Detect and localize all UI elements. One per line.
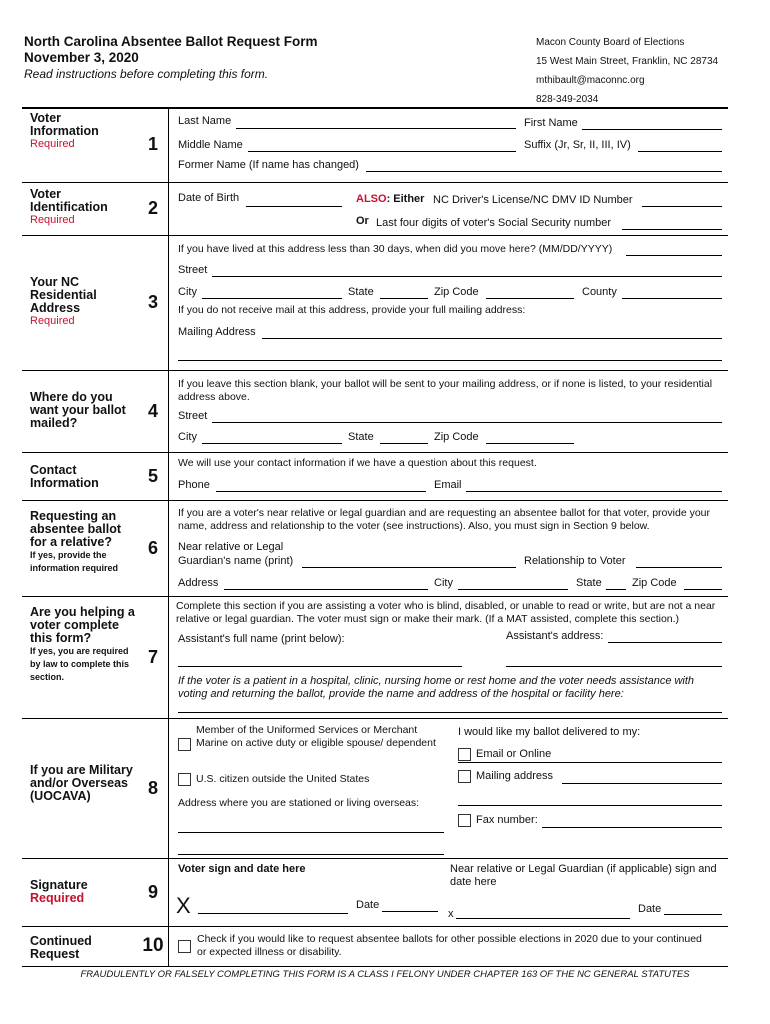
section-4-number: 4 [147, 401, 158, 421]
dob-field[interactable] [246, 206, 342, 207]
relative-date-field[interactable] [664, 914, 722, 915]
voter-sign-label: Voter sign and date here [178, 863, 306, 875]
mailing-address-checkbox[interactable] [458, 770, 471, 783]
section-7-number: 7 [147, 647, 158, 667]
ballot-street-field[interactable] [212, 422, 722, 423]
voter-date-field[interactable] [382, 911, 438, 912]
relative-signature-field[interactable] [456, 918, 630, 919]
required-marker: Required [30, 214, 75, 226]
ballot-zip-label: Zip Code [434, 431, 479, 443]
relative-city-field[interactable] [458, 589, 568, 590]
ballot-mail-note: If you leave this section blank, your ballot will be sent to your mailing address, or if none is listed, to your residential address above. [178, 378, 713, 403]
section-divider [22, 235, 728, 236]
section-8-number: 8 [147, 778, 158, 798]
stationed-address-line2[interactable] [178, 854, 444, 855]
assistant-name-field[interactable] [178, 666, 462, 667]
section-1-label: Voter Information Required [30, 112, 130, 151]
section-2-number: 2 [147, 198, 158, 218]
ballot-state-label: State [348, 431, 374, 443]
voter-date-label: Date [356, 899, 380, 911]
email-online-checkbox[interactable] [458, 748, 471, 761]
ballot-city-field[interactable] [202, 443, 342, 444]
also-either-text [356, 193, 424, 205]
relationship-field[interactable] [636, 567, 722, 568]
required-marker: Required [30, 315, 75, 327]
section-divider [22, 858, 728, 859]
signature-x-mark: X [176, 893, 191, 918]
section-divider [22, 926, 728, 927]
phone-field[interactable] [216, 491, 426, 492]
section-3-label: Your NC Residential Address Required [30, 276, 130, 328]
section-10-number: 10 [142, 935, 164, 956]
form-title: North Carolina Absentee Ballot Request Form [24, 34, 318, 49]
section-5-number: 5 [147, 466, 158, 486]
section-9-label: Signature Required [30, 879, 130, 905]
voter-signature-field[interactable] [198, 913, 348, 914]
license-field[interactable] [642, 206, 722, 207]
zip-field[interactable] [486, 298, 574, 299]
first-name-field[interactable] [582, 129, 722, 130]
also-marker: ALSO [356, 193, 387, 205]
relationship-label: Relationship to Voter [524, 555, 626, 567]
section-3-number: 3 [147, 292, 158, 312]
ssn-label: Last four digits of voter's Social Security number [376, 217, 612, 229]
ballot-zip-field[interactable] [486, 443, 574, 444]
column-divider [168, 108, 169, 966]
mailing-address-line2[interactable] [178, 360, 722, 361]
section-7-label: Are you helping a voter complete this form? If yes, you are required by law to complete this section. [30, 606, 138, 684]
last-name-field[interactable] [236, 128, 516, 129]
section-7-subnote: If yes, you are required by law to complete this section. [30, 646, 130, 682]
email-field[interactable] [466, 491, 722, 492]
election-date: November 3, 2020 [24, 50, 139, 65]
email-label: Email [434, 479, 462, 491]
street-field[interactable] [212, 276, 722, 277]
ballot-street-label: Street [178, 410, 208, 422]
mailing-address-field[interactable] [262, 338, 722, 339]
board-name: Macon County Board of Elections [536, 37, 685, 48]
section-6-number: 6 [147, 538, 158, 558]
former-name-label: Former Name (If name has changed) [178, 159, 359, 171]
email-online-label: Email or Online [476, 748, 552, 760]
assistant-note: Complete this section if you are assisting a voter who is blind, disabled, or unable to read or write, but are not a near relative or legal guardian. The voter must sign or make their mark. (If a MAT assisted, complete this section.) [176, 600, 716, 625]
relative-city-label: City [434, 577, 453, 589]
section-9-number: 9 [147, 882, 158, 902]
section-divider [22, 182, 728, 183]
suffix-label: Suffix (Jr, Sr, II, III, IV) [524, 139, 631, 151]
ballot-state-field[interactable] [380, 443, 428, 444]
mailing-address-label: Mailing Address [178, 326, 256, 338]
relative-address-field[interactable] [224, 589, 428, 590]
board-email: mthibault@maconnc.org [536, 75, 645, 86]
delivery-method-label: I would like my ballot delivered to my: [458, 726, 641, 738]
or-text: Or [356, 215, 369, 227]
ballot-city-label: City [178, 431, 197, 443]
county-field[interactable] [622, 298, 722, 299]
section-divider [22, 966, 728, 967]
dob-label: Date of Birth [178, 192, 240, 204]
ssn-field[interactable] [622, 229, 722, 230]
assistant-name-label: Assistant's full name (print below): [178, 633, 345, 645]
section-5-label: Contact Information [30, 463, 99, 490]
middle-name-field[interactable] [248, 151, 516, 152]
city-field[interactable] [202, 298, 342, 299]
required-marker: Required [30, 891, 85, 905]
section-divider [22, 718, 728, 719]
delivery-mailing-field[interactable] [562, 783, 722, 784]
phone-label: Phone [178, 479, 210, 491]
relative-date-label: Date [638, 903, 662, 915]
hospital-note: If the voter is a patient in a hospital, clinic, nursing home or rest home and the voter needs assistance with voting and returning the ballot, provide the name and address of the hospital or facility here: [178, 675, 695, 700]
section-4-label: Where do you want your ballot mailed? [30, 390, 126, 430]
continued-request-note: Check if you would like to request absentee ballots for other possible elections in 2020 due to your continued or expected illness or disability. [197, 933, 702, 958]
city-label: City [178, 286, 197, 298]
section-1-number: 1 [147, 134, 158, 154]
relative-name-label-2: Guardian's name (print) [178, 555, 294, 567]
section-2-label: Voter Identification Required [30, 188, 140, 227]
section-divider [22, 452, 728, 453]
relative-state-field[interactable] [606, 589, 626, 590]
license-label: NC Driver's License/NC DMV ID Number [433, 194, 633, 206]
last-name-label: Last Name [178, 115, 232, 127]
relative-note: If you are a voter's near relative or legal guardian and are requesting an absentee ballot for that voter, provide your name, address and relationship to the voter (see instructions). Also, you must sign in Section 9 below. [178, 507, 710, 532]
required-marker: Required [30, 138, 75, 150]
either-text: : Either [386, 193, 425, 205]
relative-zip-label: Zip Code [632, 577, 677, 589]
section-divider [22, 370, 728, 371]
citizen-outside-label: U.S. citizen outside the United States [196, 773, 370, 785]
felony-warning: FRAUDULENTLY OR FALSELY COMPLETING THIS FORM IS A CLASS I FELONY UNDER CHAPTER 163 OF THE NC GENERAL STATUTES [80, 969, 690, 980]
suffix-field[interactable] [638, 151, 722, 152]
delivery-email-field[interactable] [458, 762, 722, 763]
stationed-address-label: Address where you are stationed or living overseas: [178, 797, 420, 809]
street-label: Street [178, 264, 208, 276]
mailing-address-option-label: Mailing address [476, 770, 554, 782]
uniformed-services-checkbox[interactable] [178, 738, 191, 751]
state-label: State [348, 286, 374, 298]
section-10-label: Continued Request [30, 934, 92, 961]
fax-field[interactable] [542, 827, 722, 828]
board-phone: 828-349-2034 [536, 94, 599, 105]
contact-note: We will use your contact information if we have a question about this request. [178, 457, 537, 469]
relative-name-label-1: Near relative or Legal [178, 541, 284, 553]
fax-checkbox[interactable] [458, 814, 471, 827]
first-name-label: First Name [524, 117, 578, 129]
relative-sign-label: Near relative or Legal Guardian (if applicable) sign and date here [450, 863, 717, 888]
assistant-address-field[interactable] [608, 642, 722, 643]
hospital-field[interactable] [178, 712, 722, 713]
relative-address-label: Address [178, 577, 219, 589]
county-label: County [582, 286, 617, 298]
section-divider [22, 107, 728, 109]
move-date-label: If you have lived at this address less than 30 days, when did you move here? (MM/DD/YYYY) [178, 243, 613, 255]
relative-name-field[interactable] [302, 567, 516, 568]
board-address: 15 West Main Street, Franklin, NC 28734 [536, 56, 719, 67]
fax-label: Fax number: [476, 814, 538, 826]
section-divider [22, 500, 728, 501]
citizen-outside-checkbox[interactable] [178, 773, 191, 786]
uniformed-services-label: Member of the Uniformed Services or Merchant Marine on active duty or eligible spouse/ dependent [196, 724, 436, 749]
delivery-mailing-line2[interactable] [458, 805, 722, 806]
relative-state-label: State [576, 577, 602, 589]
section-6-label: Requesting an absentee ballot for a relative? If yes, provide the information required [30, 510, 138, 575]
former-name-field[interactable] [366, 171, 722, 172]
section-6-subnote: If yes, provide the information required [30, 550, 119, 573]
section-divider [22, 596, 728, 597]
instructions-note: Read instructions before completing this form. [24, 67, 269, 81]
relative-x-mark: x [448, 908, 454, 920]
stationed-address-field[interactable] [178, 832, 444, 833]
move-date-field[interactable] [626, 255, 722, 256]
relative-zip-field[interactable] [684, 589, 722, 590]
section-8-label: If you are Military and/or Overseas (UOCAVA) [30, 763, 133, 803]
assistant-address-label: Assistant's address: [506, 630, 604, 642]
middle-name-label: Middle Name [178, 139, 243, 151]
zip-label: Zip Code [434, 286, 479, 298]
state-field[interactable] [380, 298, 428, 299]
assistant-address-line2[interactable] [506, 666, 722, 667]
continued-request-checkbox[interactable] [178, 940, 191, 953]
mail-note: If you do not receive mail at this address, provide your full mailing address: [178, 304, 526, 316]
